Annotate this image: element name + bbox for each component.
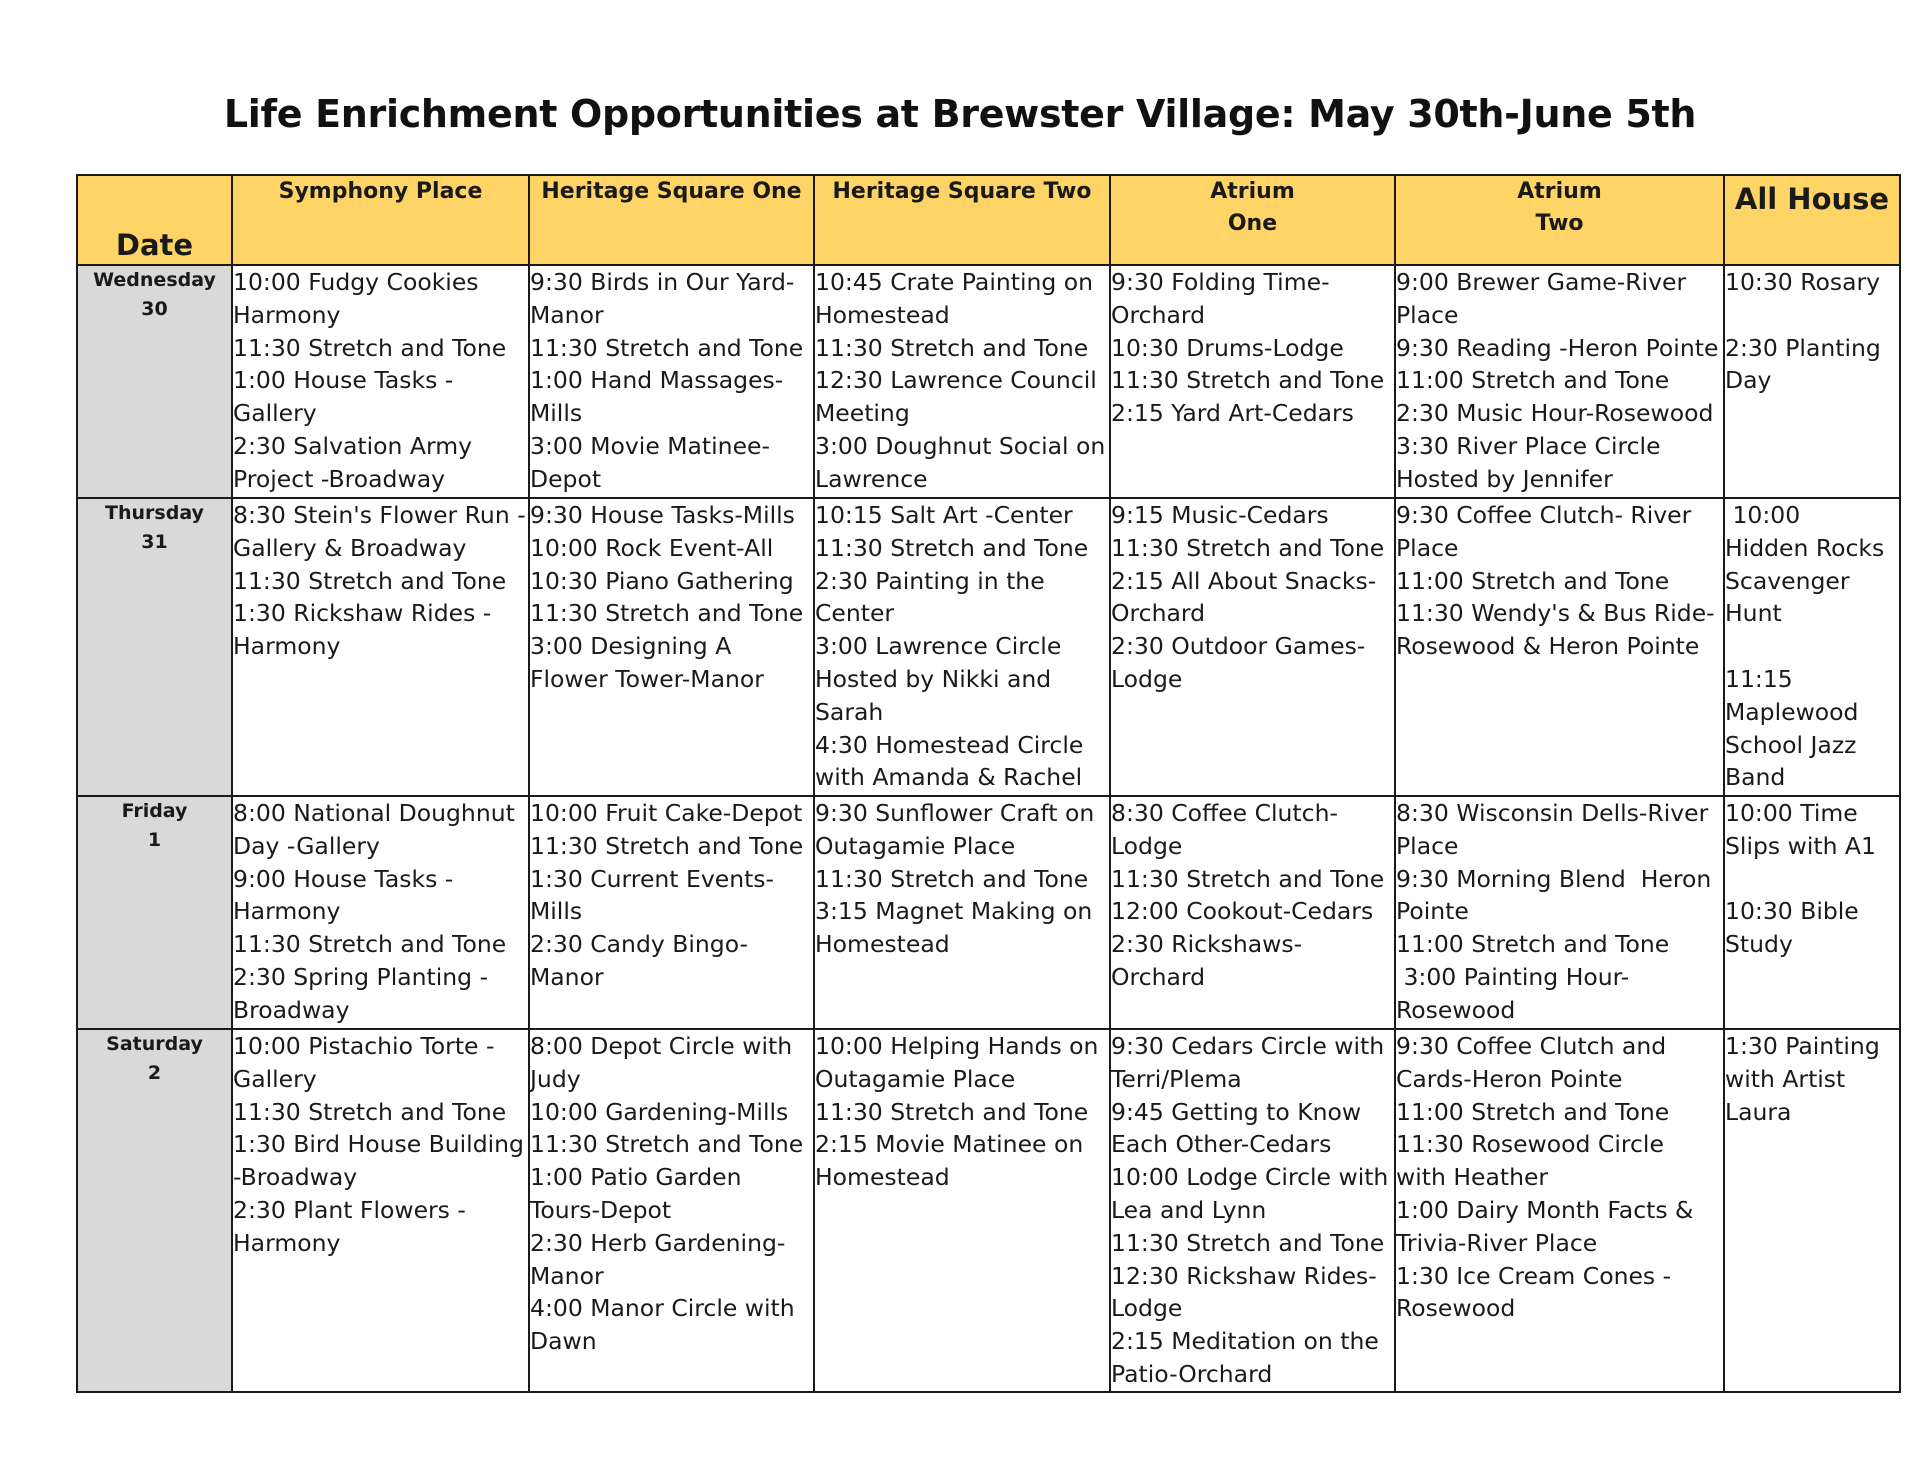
table-row	[77, 1029, 1900, 1392]
activity-line: 1:30 Rickshaw Rides -	[233, 599, 492, 628]
activity-line: 2:30 Planting	[1725, 333, 1881, 362]
date-day: Saturday	[106, 1033, 203, 1055]
activity-line: 1:00 Patio Garden	[530, 1163, 742, 1192]
activity-line: 2:15 All About Snacks-	[1111, 566, 1377, 595]
activity-line: 1:30 Current Events-	[530, 864, 775, 893]
activity-line: 1:00 Dairy Month Facts &	[1396, 1195, 1694, 1224]
header-row	[77, 175, 1900, 265]
activity-line: Mills	[530, 399, 583, 428]
activity-line: 9:30 Coffee Clutch and	[1396, 1032, 1667, 1060]
schedule-cell-heritage-square-one	[529, 796, 814, 1029]
activity-line: 10:30 Bible	[1725, 897, 1859, 926]
activity-line: 8:30 Stein's Flower Run -	[233, 501, 526, 529]
activity-line: 12:30 Rickshaw Rides-	[1111, 1261, 1377, 1290]
activity-line: with Amanda & Rachel	[815, 763, 1083, 792]
activity-line: Gallery	[233, 1064, 317, 1093]
table-row	[77, 498, 1900, 796]
activity-line: 9:15 Music-Cedars	[1111, 501, 1329, 529]
activity-line: 9:45 Getting to Know	[1111, 1097, 1362, 1126]
table-row	[77, 265, 1900, 498]
activity-line: 2:30 Candy Bingo-	[530, 930, 748, 959]
activity-line: Gallery	[233, 399, 317, 428]
activity-line: 12:00 Cookout-Cedars	[1111, 897, 1374, 926]
schedule-cell-all-house	[1724, 1029, 1900, 1392]
activity-line: Hidden Rocks	[1725, 533, 1885, 562]
activity-line: 10:45 Crate Painting on	[815, 268, 1094, 296]
activity-line: 1:30 Bird House Building	[233, 1130, 524, 1159]
activity-line: Orchard	[1111, 599, 1206, 628]
activity-line: 11:30 Stretch and Tone	[530, 599, 804, 628]
activity-line: 9:00 House Tasks -	[233, 864, 454, 893]
activity-line: 3:30 River Place Circle	[1396, 431, 1661, 460]
activity-line: Dawn	[530, 1327, 597, 1356]
activity-line: 11:30 Stretch and Tone	[1111, 1228, 1385, 1257]
schedule-cell-symphony-place	[232, 1029, 529, 1392]
activity-line: Day	[1725, 366, 1772, 395]
activity-line: 10:00 Lodge Circle with	[1111, 1163, 1389, 1192]
activity-line: Lea and Lynn	[1111, 1195, 1267, 1224]
activity-line: Broadway	[233, 995, 350, 1024]
activity-line: Depot	[530, 464, 602, 493]
activity-line: Orchard	[1111, 300, 1206, 329]
activity-line: Judy	[530, 1064, 581, 1093]
schedule-cell-heritage-square-one	[529, 498, 814, 796]
activity-line	[1725, 299, 1899, 332]
activity-line: Hosted by Jennifer	[1396, 464, 1613, 493]
activity-line: Lodge	[1111, 1294, 1183, 1323]
activity-line: 10:00 Rock Event-All	[530, 533, 774, 562]
activity-line: 10:00 Helping Hands on	[815, 1032, 1099, 1060]
activity-line: 1:30 Ice Cream Cones -	[1396, 1261, 1672, 1290]
activity-line: Scavenger	[1725, 566, 1850, 595]
activity-line: with Artist	[1725, 1064, 1846, 1093]
activity-line: 9:30 Morning Blend Heron	[1396, 864, 1712, 893]
activity-line: 10:30 Piano Gathering	[530, 566, 794, 595]
activity-line: 2:30 Painting in the	[815, 566, 1045, 595]
schedule-cell-symphony-place	[232, 498, 529, 796]
activity-line: 11:30 Stretch and Tone	[1111, 864, 1385, 893]
column-header-date: Date	[77, 175, 232, 265]
activity-line: Homestead	[815, 300, 950, 329]
activity-line: with Heather	[1396, 1163, 1549, 1192]
activity-line: 11:30 Stretch and Tone	[815, 533, 1089, 562]
activity-line: 9:30 Birds in Our Yard-	[530, 268, 795, 296]
activity-line: 2:30 Spring Planting -	[233, 962, 489, 991]
activity-line: 3:00 Doughnut Social on	[815, 431, 1106, 460]
activity-line: Band	[1725, 763, 1786, 792]
activity-line: 10:00 Fruit Cake-Depot	[530, 799, 803, 827]
schedule-cell-heritage-square-one	[529, 265, 814, 498]
activity-line: Manor	[530, 962, 604, 991]
column-header-atrium-one: Atrium One	[1110, 175, 1395, 265]
activity-line: Cards-Heron Pointe	[1396, 1064, 1623, 1093]
activity-line: Place	[1396, 831, 1459, 860]
activity-line: 11:30 Stretch and Tone	[530, 333, 804, 362]
activity-line: 8:30 Coffee Clutch-	[1111, 799, 1338, 827]
date-number: 1	[147, 829, 162, 851]
activity-line: Slips with A1	[1725, 831, 1876, 860]
schedule-cell-all-house	[1724, 265, 1900, 498]
activity-line: 3:00 Painting Hour-	[1396, 962, 1630, 991]
column-header-all-house: All House	[1724, 175, 1900, 265]
activity-line: Hunt	[1725, 599, 1782, 628]
activity-line: Manor	[530, 300, 604, 329]
activity-line: Trivia-River Place	[1396, 1228, 1598, 1257]
activity-line: 11:30 Wendy's & Bus Ride-	[1396, 599, 1715, 628]
activity-line: Pointe	[1396, 897, 1469, 926]
activity-line: Rosewood	[1396, 995, 1516, 1024]
activity-line: Sarah	[815, 697, 884, 726]
activity-line: Manor	[530, 1261, 604, 1290]
activity-line: 9:30 House Tasks-Mills	[530, 501, 795, 529]
activity-line: Gallery & Broadway	[233, 533, 467, 562]
schedule-cell-atrium-two	[1395, 796, 1724, 1029]
date-day: Wednesday	[93, 269, 216, 291]
date-day: Friday	[121, 800, 188, 822]
schedule-cell-atrium-one	[1110, 796, 1395, 1029]
schedule-cell-heritage-square-two	[814, 498, 1110, 796]
activity-line: Day -Gallery	[233, 831, 380, 860]
activity-line: 11:30 Stretch and Tone	[233, 930, 507, 959]
activity-line: 10:15 Salt Art -Center	[815, 501, 1073, 529]
schedule-cell-heritage-square-one	[529, 1029, 814, 1392]
activity-line: Rosewood & Heron Pointe	[1396, 632, 1700, 661]
activity-line: 8:00 National Doughnut	[233, 799, 515, 827]
activity-line	[1725, 863, 1899, 896]
activity-line: 11:30 Stretch and Tone	[815, 333, 1089, 362]
activity-line: 10:00 Gardening-Mills	[530, 1097, 789, 1126]
schedule-cell-atrium-one	[1110, 498, 1395, 796]
activity-line: 10:30 Rosary	[1725, 268, 1881, 296]
activity-line: 12:30 Lawrence Council	[815, 366, 1097, 395]
schedule-cell-atrium-two	[1395, 498, 1724, 796]
activity-line: 11:30 Stretch and Tone	[233, 333, 507, 362]
date-cell	[77, 1029, 232, 1392]
date-number: 30	[141, 298, 168, 320]
activity-line: 2:15 Meditation on the	[1111, 1327, 1379, 1356]
activity-line: 10:00 Pistachio Torte -	[233, 1032, 495, 1060]
schedule-cell-heritage-square-two	[814, 1029, 1110, 1392]
activity-line: 3:00 Lawrence Circle	[815, 632, 1062, 661]
activity-line: 10:00	[1725, 501, 1801, 529]
date-number: 2	[147, 1062, 162, 1084]
activity-line: Harmony	[233, 897, 341, 926]
activity-line: Rosewood	[1396, 1294, 1516, 1323]
activity-line: 2:30 Salvation Army	[233, 431, 473, 460]
schedule-cell-heritage-square-two	[814, 796, 1110, 1029]
activity-line: 8:00 Depot Circle with	[530, 1032, 793, 1060]
activity-line: 10:00 Time	[1725, 799, 1858, 827]
activity-line: 3:00 Designing A	[530, 632, 732, 661]
column-header-heritage-square-one: Heritage Square One	[529, 175, 814, 265]
schedule-cell-atrium-one	[1110, 1029, 1395, 1392]
activity-line: 11:30 Stretch and Tone	[815, 864, 1089, 893]
activity-line: Outagamie Place	[815, 1064, 1016, 1093]
activity-line: 9:00 Brewer Game-River	[1396, 268, 1687, 296]
schedule-cell-all-house	[1724, 796, 1900, 1029]
activity-line: -Broadway	[233, 1163, 358, 1192]
activity-line: Homestead	[815, 930, 950, 959]
activity-line: Maplewood	[1725, 697, 1859, 726]
activity-line: Lawrence	[815, 464, 928, 493]
activity-line: Hosted by Nikki and	[815, 664, 1052, 693]
activity-line: 11:30 Stretch and Tone	[815, 1097, 1089, 1126]
activity-line: 9:30 Reading -Heron Pointe	[1396, 333, 1719, 362]
activity-line: 11:30 Stretch and Tone	[1111, 366, 1385, 395]
activity-line: Lodge	[1111, 664, 1183, 693]
activity-line: Laura	[1725, 1097, 1792, 1126]
activity-line: 8:30 Wisconsin Dells-River	[1396, 799, 1709, 827]
activity-line: Harmony	[233, 632, 341, 661]
activity-line: 11:00 Stretch and Tone	[1396, 1097, 1670, 1126]
column-header-symphony-place: Symphony Place	[232, 175, 529, 265]
activity-line	[1725, 630, 1899, 663]
activity-line: Homestead	[815, 1163, 950, 1192]
activity-line: Terri/Plema	[1111, 1064, 1242, 1093]
activity-line: 11:30 Stretch and Tone	[233, 566, 507, 595]
activity-line: 2:15 Yard Art-Cedars	[1111, 399, 1354, 428]
activity-line: 10:30 Drums-Lodge	[1111, 333, 1344, 362]
activity-line: 4:30 Homestead Circle	[815, 730, 1084, 759]
activity-line: Harmony	[233, 300, 341, 329]
schedule-table	[76, 174, 1901, 1393]
activity-line: 11:00 Stretch and Tone	[1396, 566, 1670, 595]
activity-line: Project -Broadway	[233, 464, 446, 493]
schedule-cell-atrium-one	[1110, 265, 1395, 498]
activity-line: 11:15	[1725, 664, 1793, 693]
activity-line: Place	[1396, 300, 1459, 329]
activity-line: School Jazz	[1725, 730, 1857, 759]
schedule-cell-symphony-place	[232, 265, 529, 498]
schedule-cell-heritage-square-two	[814, 265, 1110, 498]
date-cell	[77, 796, 232, 1029]
activity-line: Meeting	[815, 399, 910, 428]
schedule-cell-atrium-two	[1395, 1029, 1724, 1392]
activity-line: 9:30 Coffee Clutch- River	[1396, 501, 1692, 529]
activity-line: Place	[1396, 533, 1459, 562]
activity-line: 11:30 Stretch and Tone	[530, 1130, 804, 1159]
activity-line: 3:15 Magnet Making on	[815, 897, 1093, 926]
activity-line: 2:30 Outdoor Games-	[1111, 632, 1366, 661]
activity-line: Orchard	[1111, 962, 1206, 991]
table-row	[77, 796, 1900, 1029]
activity-line: 2:30 Plant Flowers -	[233, 1195, 466, 1224]
activity-line: 10:00 Fudgy Cookies	[233, 268, 479, 296]
activity-line: 2:30 Herb Gardening-	[530, 1228, 786, 1257]
schedule-cell-all-house	[1724, 498, 1900, 796]
date-number: 31	[141, 531, 168, 553]
activity-line: 11:30 Rosewood Circle	[1396, 1130, 1664, 1159]
date-day: Thursday	[105, 502, 204, 524]
activity-line: 2:15 Movie Matinee on	[815, 1130, 1084, 1159]
activity-line: 1:00 House Tasks -	[233, 366, 454, 395]
page-title: Life Enrichment Opportunities at Brewster Village: May 30th-June 5th	[223, 92, 1697, 136]
activity-line: 9:30 Sunflower Craft on	[815, 799, 1095, 827]
activity-line: 1:00 Hand Massages-	[530, 366, 784, 395]
date-cell	[77, 498, 232, 796]
activity-line: 4:00 Manor Circle with	[530, 1294, 795, 1323]
activity-line: Center	[815, 599, 895, 628]
activity-line: 11:30 Stretch and Tone	[233, 1097, 507, 1126]
activity-line: 1:30 Painting	[1725, 1032, 1880, 1060]
activity-line: Study	[1725, 930, 1793, 959]
activity-line: Harmony	[233, 1228, 341, 1257]
activity-line: 11:00 Stretch and Tone	[1396, 930, 1670, 959]
activity-line: Lodge	[1111, 831, 1183, 860]
activity-line: 2:30 Rickshaws-	[1111, 930, 1303, 959]
column-header-heritage-square-two: Heritage Square Two	[814, 175, 1110, 265]
activity-line: 11:30 Stretch and Tone	[530, 831, 804, 860]
activity-line: 11:30 Stretch and Tone	[1111, 533, 1385, 562]
activity-line: Mills	[530, 897, 583, 926]
activity-line: Each Other-Cedars	[1111, 1130, 1332, 1159]
activity-line: Tours-Depot	[530, 1195, 672, 1224]
activity-line: 9:30 Folding Time-	[1111, 268, 1330, 296]
activity-line: Outagamie Place	[815, 831, 1016, 860]
activity-line: 9:30 Cedars Circle with	[1111, 1032, 1385, 1060]
activity-line: 3:00 Movie Matinee-	[530, 431, 770, 460]
schedule-cell-symphony-place	[232, 796, 529, 1029]
activity-line: Patio-Orchard	[1111, 1359, 1273, 1388]
activity-line: 11:00 Stretch and Tone	[1396, 366, 1670, 395]
activity-line: 2:30 Music Hour-Rosewood	[1396, 399, 1714, 428]
date-cell	[77, 265, 232, 498]
column-header-atrium-two: Atrium Two	[1395, 175, 1724, 265]
activity-line: Flower Tower-Manor	[530, 664, 764, 693]
schedule-cell-atrium-two	[1395, 265, 1724, 498]
